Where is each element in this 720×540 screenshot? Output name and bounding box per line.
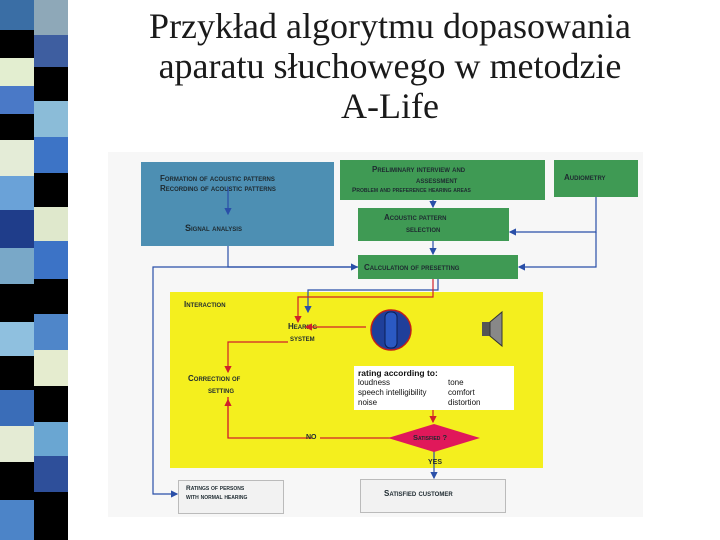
rating-item-loudness: loudness: [358, 378, 391, 387]
signal-analysis-label: Signal analysis: [185, 223, 242, 233]
rating-item-noise: noise: [358, 398, 378, 407]
title-line-2: aparatu słuchowego w metodzie: [158, 46, 622, 86]
formation-label: Formation of acoustic patterns: [160, 174, 275, 183]
selection-label: selection: [406, 225, 441, 234]
title-line-1: Przykład algorytmu dopasowania: [149, 6, 631, 46]
rating-item-tone: tone: [448, 378, 464, 387]
normal-hearing-label: with normal hearing: [186, 494, 248, 501]
no-label: NO: [306, 434, 317, 441]
acoustic-pattern-label: Acoustic pattern: [384, 213, 447, 222]
hearing-label: Hearing: [288, 322, 318, 331]
preliminary-interview-label: Preliminary interview and: [372, 165, 466, 174]
ratings-persons-label: Ratings of persons: [186, 485, 245, 492]
connector-lines: [108, 152, 643, 517]
title-line-3: A-Life: [341, 86, 439, 126]
decorative-stripe: [0, 0, 70, 540]
rating-title: rating according to:: [358, 368, 438, 378]
assessment-label: assessment: [416, 176, 458, 185]
system-label: system: [290, 334, 315, 343]
rating-item-speech: speech intelligibility: [358, 388, 427, 397]
problem-areas-label: Problem and preference hearing areas: [352, 187, 471, 194]
slide-title: [80, 6, 700, 126]
speaker-icon: [482, 322, 490, 336]
satisfied-customer-label: Satisfied customer: [384, 489, 453, 498]
recording-label: Recording of acoustic patterns: [160, 184, 276, 193]
rating-item-comfort: comfort: [448, 388, 475, 397]
calculation-label: Calculation of presetting: [364, 263, 460, 272]
yes-label: YES: [428, 459, 443, 466]
fitting-algorithm-diagram: [108, 152, 643, 517]
interaction-label: Interaction: [184, 300, 226, 309]
correction-label: Correction of: [188, 374, 241, 383]
rating-item-distortion: distortion: [448, 398, 481, 407]
setting-label: setting: [208, 386, 235, 395]
audiometry-label: Audiometry: [564, 173, 606, 182]
satisfied-label: Satisfied ?: [413, 433, 448, 442]
